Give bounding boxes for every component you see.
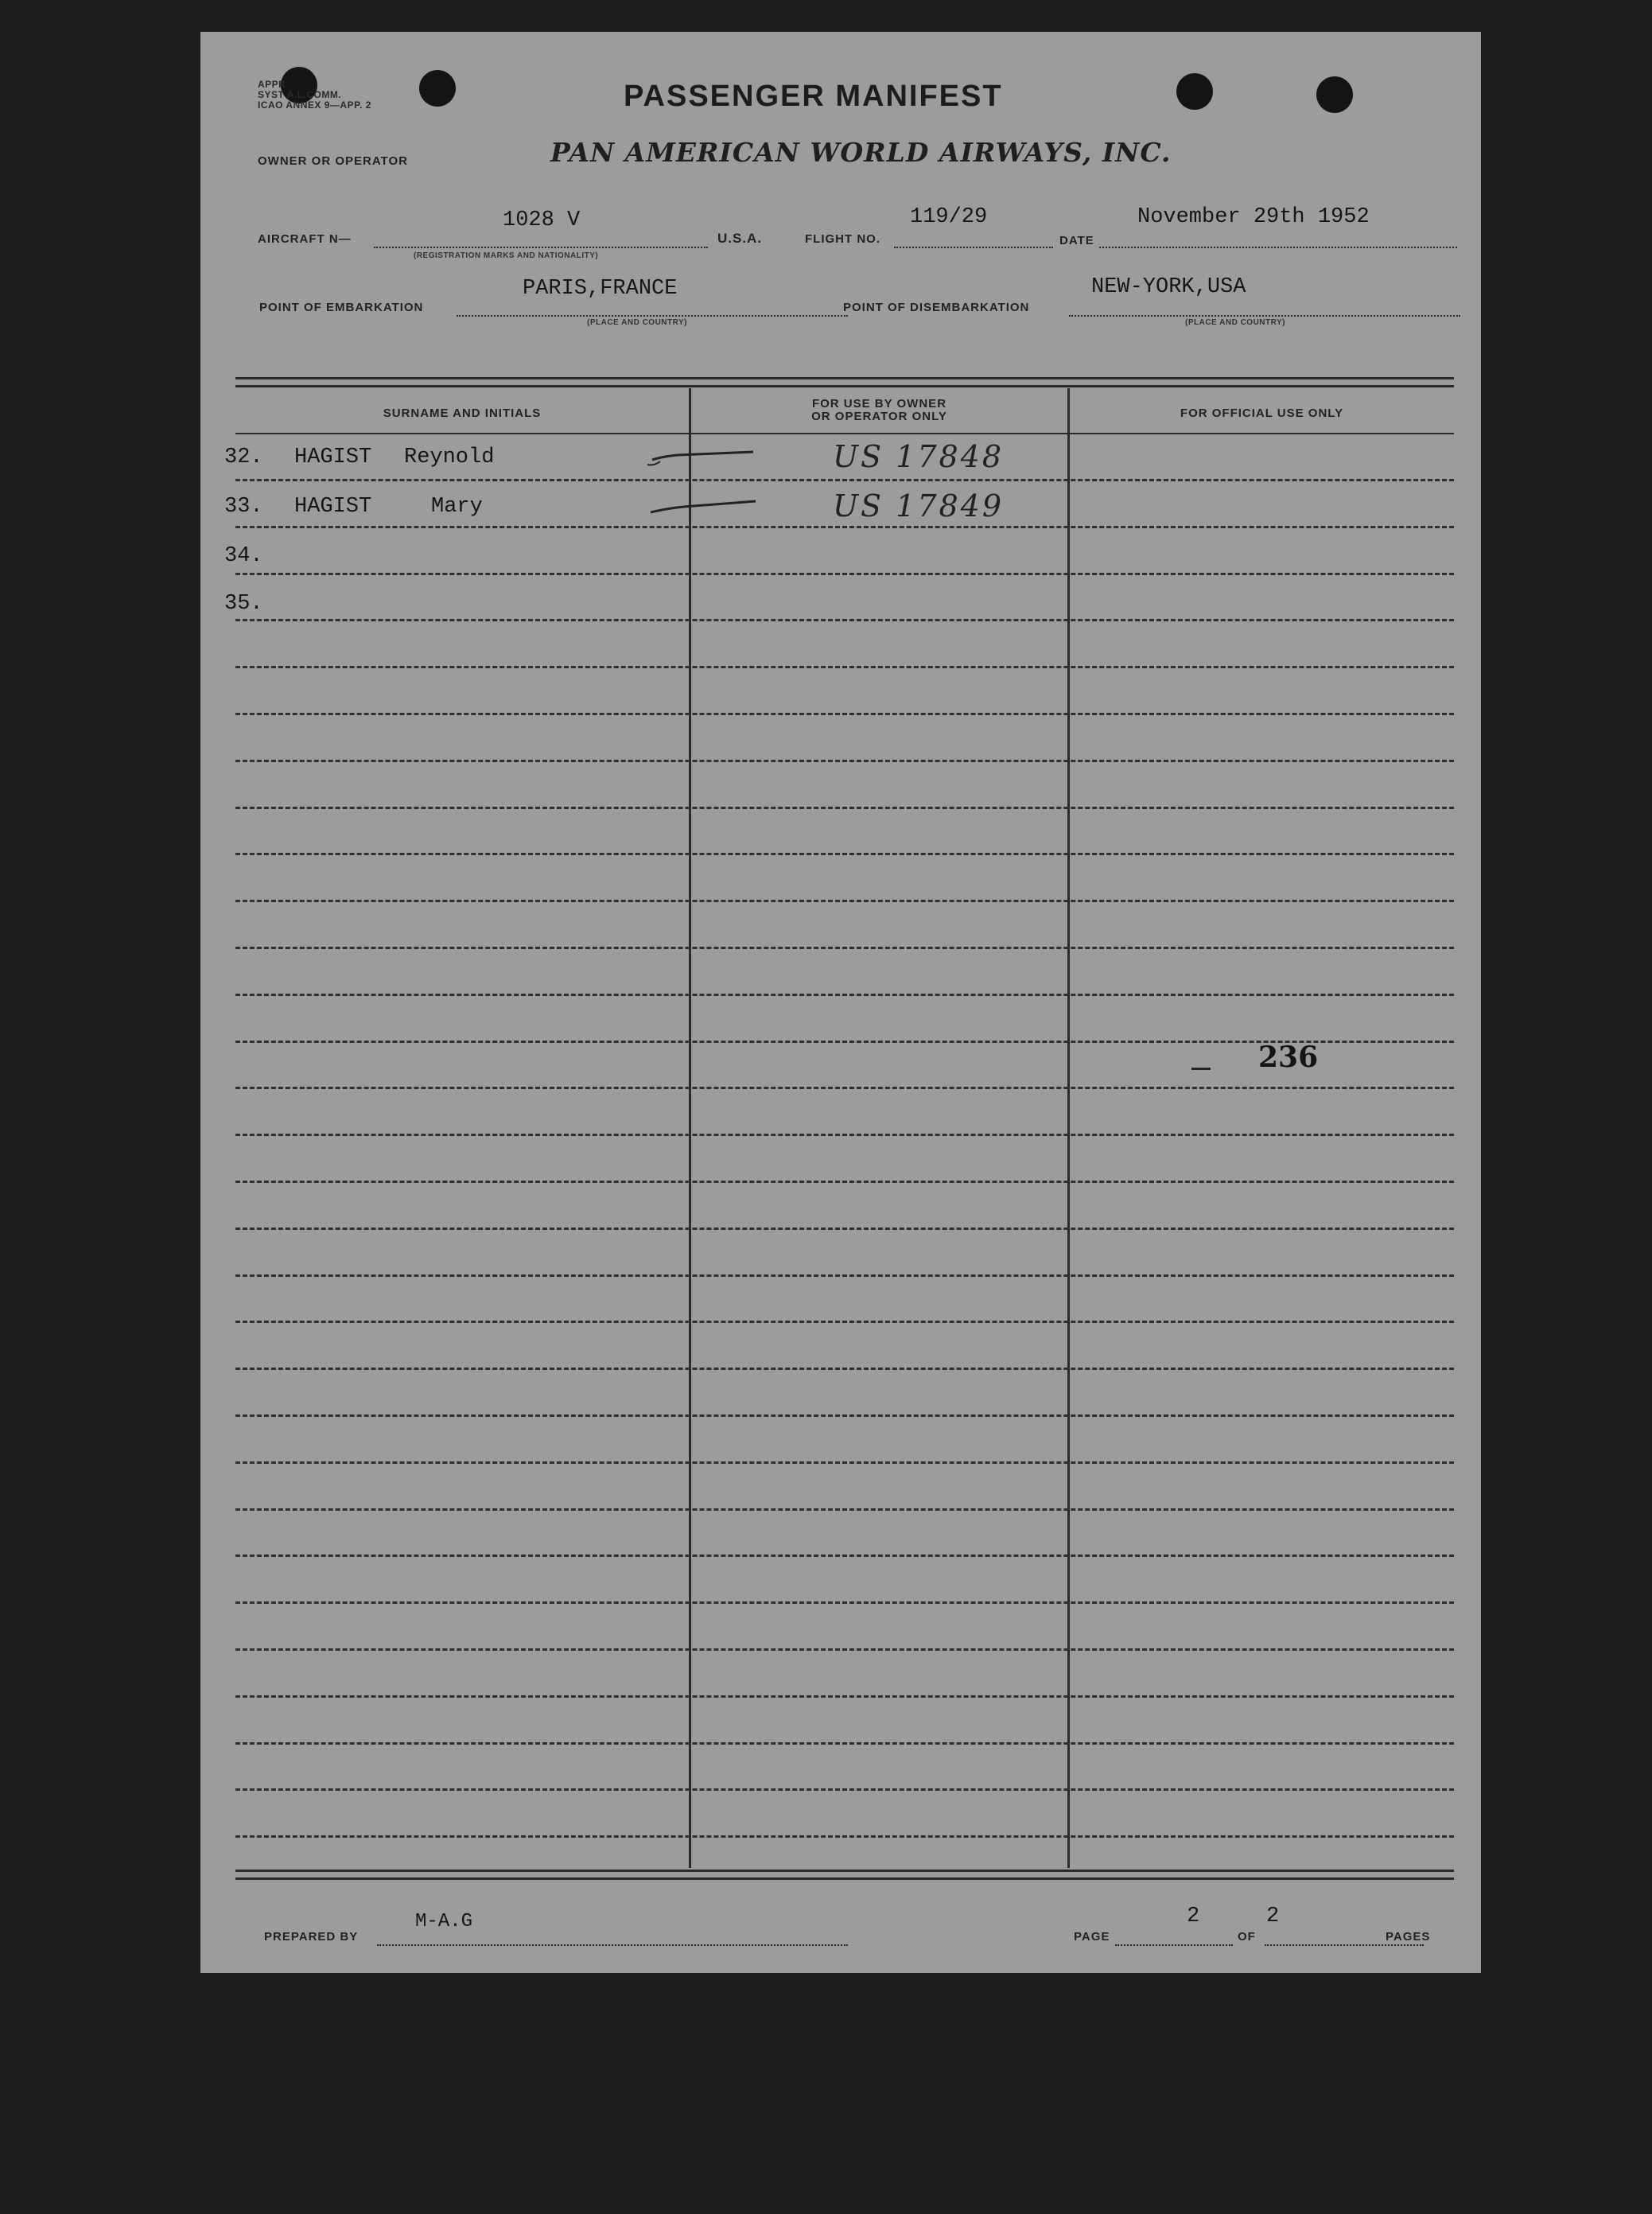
disembarkation-caption: (PLACE AND COUNTRY) — [1185, 318, 1285, 327]
row-line — [235, 947, 1454, 949]
table-top-rule — [235, 385, 1454, 387]
row-line — [235, 526, 1454, 528]
table-top-rule — [235, 377, 1454, 379]
official-note: 236 — [1258, 1041, 1319, 1074]
usa-label: U.S.A. — [717, 231, 763, 246]
row-line — [235, 1087, 1454, 1089]
row-line — [235, 760, 1454, 762]
disembarkation-underline — [1069, 315, 1460, 317]
form-title: PASSENGER MANIFEST — [624, 80, 1003, 113]
row-line — [235, 619, 1454, 621]
row-line — [235, 1228, 1454, 1230]
column-divider — [1067, 388, 1070, 1868]
row-line — [235, 1461, 1454, 1464]
prepared-underline — [377, 1944, 848, 1946]
disembarkation-value: NEW-YORK,USA — [1091, 275, 1246, 299]
page-label: PAGE — [1074, 1930, 1110, 1944]
embarkation-label: POINT OF EMBARKATION — [259, 301, 424, 314]
passenger-given-name: Reynold — [404, 446, 495, 469]
embarkation-caption: (PLACE AND COUNTRY) — [587, 318, 687, 327]
passenger-given-name: Mary — [431, 495, 483, 519]
row-number: 34. — [224, 544, 263, 568]
date-label: DATE — [1059, 234, 1094, 247]
tick-mark — [646, 442, 757, 474]
of-value: 2 — [1266, 1905, 1280, 1928]
aircraft-label: AIRCRAFT N— — [258, 232, 352, 246]
row-line — [235, 479, 1454, 481]
row-number: 33. — [224, 495, 263, 519]
row-line — [235, 666, 1454, 668]
company-name: PAN AMERICAN WORLD AIRWAYS, INC. — [550, 137, 1172, 168]
row-line — [235, 1648, 1454, 1651]
approval-block — [258, 80, 371, 111]
of-underline — [1265, 1944, 1424, 1946]
pages-label: PAGES — [1386, 1930, 1431, 1944]
punch-hole — [1316, 76, 1353, 113]
column-divider — [689, 388, 691, 1868]
row-line — [235, 1134, 1454, 1136]
approval-line: ICAO ANNEX 9—APP. 2 — [258, 99, 371, 111]
flight-label: FLIGHT NO. — [805, 232, 880, 246]
punch-hole — [419, 70, 456, 107]
row-line — [235, 1835, 1454, 1838]
column-header-official-use: FOR OFFICIAL USE ONLY — [1180, 407, 1344, 420]
date-underline — [1099, 247, 1457, 248]
date-value: November 29th 1952 — [1137, 205, 1370, 229]
embarkation-underline — [457, 315, 848, 317]
flight-value: 119/29 — [910, 205, 988, 229]
prepared-label: PREPARED BY — [264, 1930, 359, 1944]
column-header-surname: SURNAME AND INITIALS — [383, 407, 542, 420]
row-line — [235, 1695, 1454, 1698]
tick-mark — [646, 492, 757, 523]
row-line — [235, 1601, 1454, 1604]
aircraft-value: 1028 V — [503, 208, 581, 232]
aircraft-underline — [374, 247, 708, 248]
disembarkation-label: POINT OF DISEMBARKATION — [843, 301, 1030, 314]
embarkation-value: PARIS,FRANCE — [523, 277, 678, 301]
header-bottom-rule — [235, 433, 1454, 434]
row-line — [235, 573, 1454, 575]
row-line — [235, 1414, 1454, 1417]
row-line — [235, 1742, 1454, 1745]
manifest-sheet — [200, 32, 1481, 1973]
approval-line: APPR — [258, 79, 286, 90]
dash-mark — [1191, 1068, 1211, 1070]
table-bottom-rule — [235, 1870, 1454, 1872]
prepared-value: M-A.G — [415, 1911, 473, 1932]
column-header-owner-use: FOR USE BY OWNER OR OPERATOR ONLY — [811, 397, 947, 423]
page-value: 2 — [1187, 1905, 1200, 1928]
owner-label: OWNER OR OPERATOR — [258, 154, 408, 168]
row-line — [235, 1321, 1454, 1323]
owner-use-entry: US 17848 — [833, 439, 1005, 474]
page-underline — [1115, 1944, 1233, 1946]
row-line — [235, 1368, 1454, 1370]
passenger-surname: HAGIST — [294, 495, 372, 519]
registration-caption: (REGISTRATION MARKS AND NATIONALITY) — [414, 251, 599, 260]
row-line — [235, 853, 1454, 855]
approval-line: SYST A.L.COMM. — [258, 89, 342, 100]
row-line — [235, 1274, 1454, 1277]
row-line — [235, 1508, 1454, 1511]
row-line — [235, 994, 1454, 996]
punch-hole — [1176, 73, 1213, 110]
passenger-surname: HAGIST — [294, 446, 372, 469]
row-number: 32. — [224, 446, 263, 469]
owner-use-entry: US 17849 — [833, 488, 1005, 523]
row-line — [235, 1554, 1454, 1557]
row-line — [235, 900, 1454, 902]
row-line — [235, 1181, 1454, 1183]
row-line — [235, 807, 1454, 809]
table-bottom-rule — [235, 1877, 1454, 1880]
flight-underline — [894, 247, 1053, 248]
of-label: OF — [1238, 1930, 1256, 1944]
row-line — [235, 1788, 1454, 1791]
row-number: 35. — [224, 592, 263, 616]
row-line — [235, 713, 1454, 715]
